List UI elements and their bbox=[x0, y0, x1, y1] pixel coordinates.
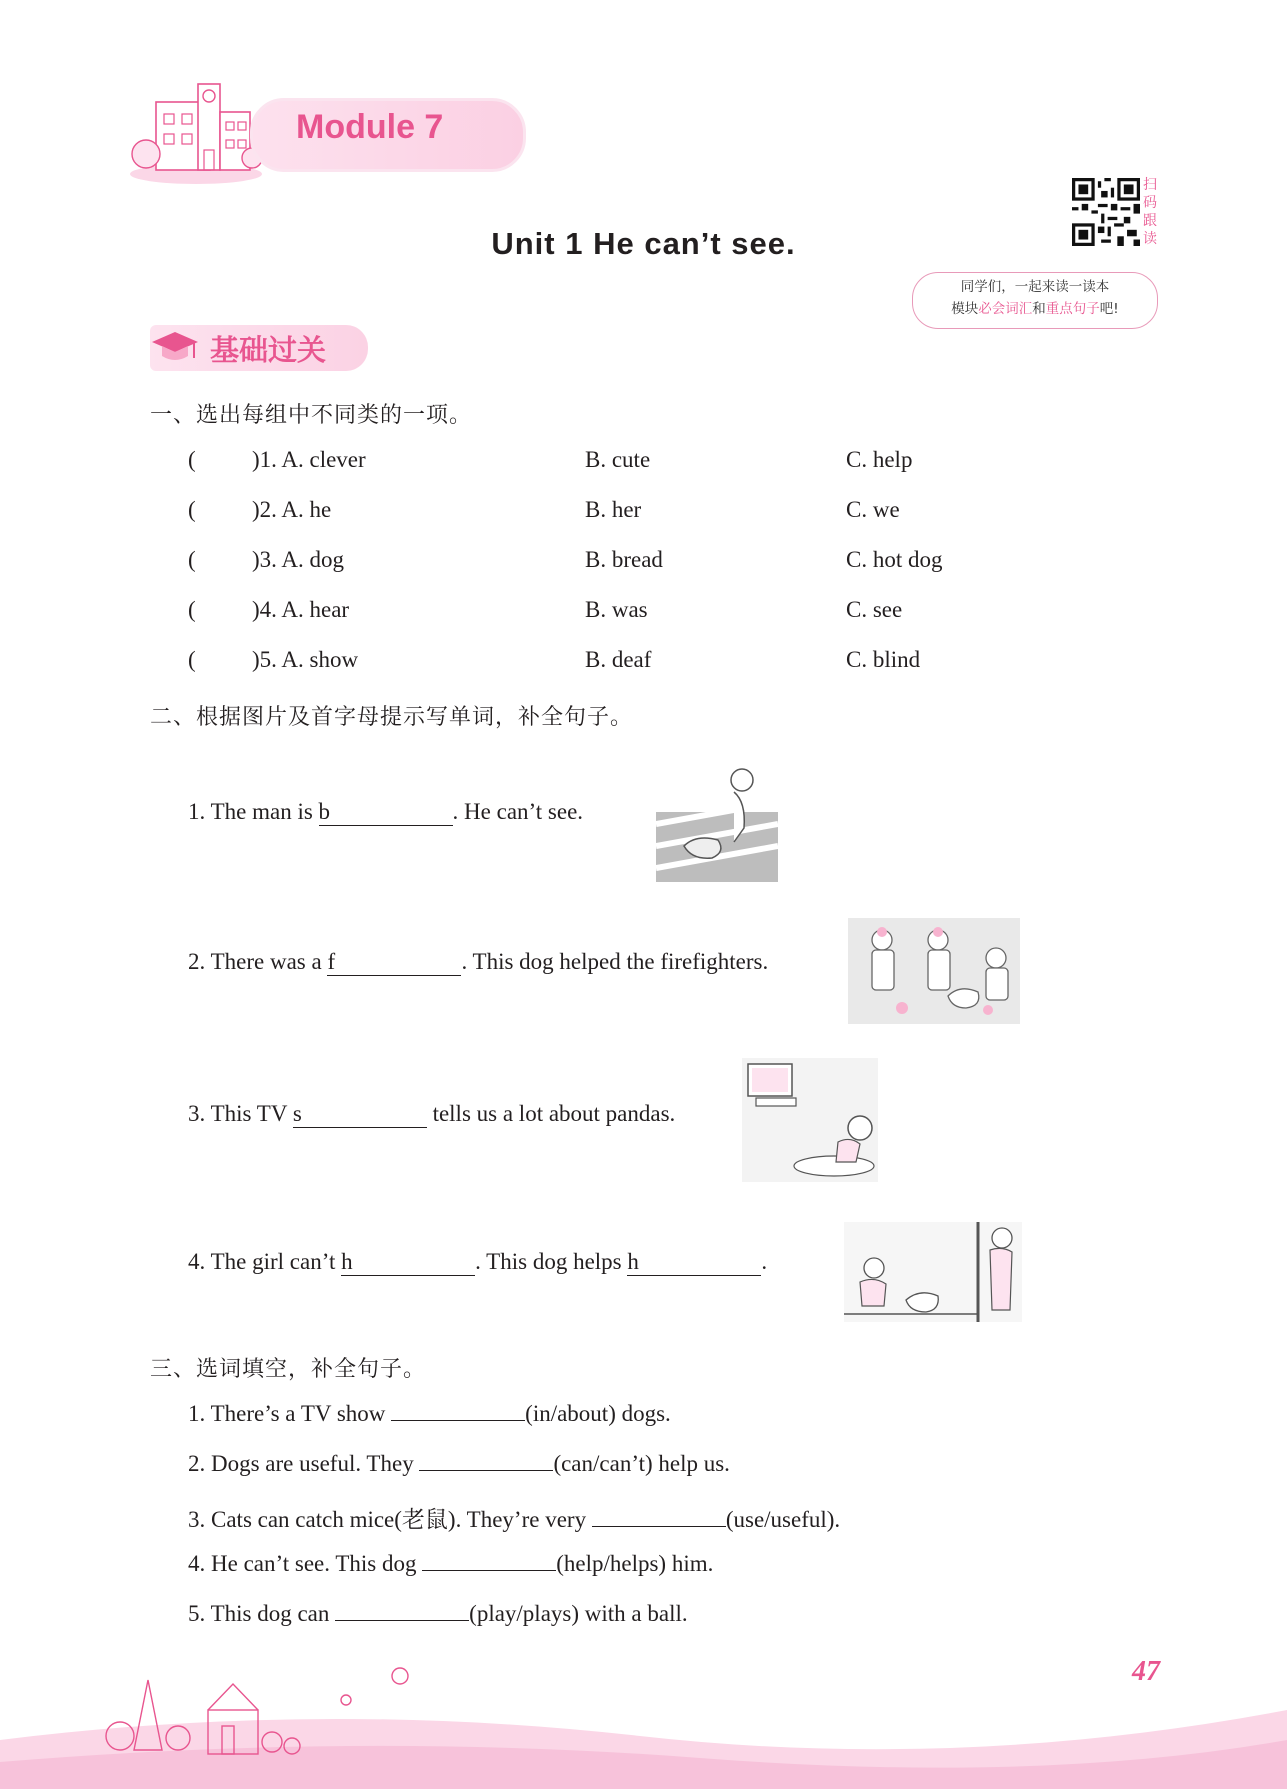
part2-heading: 二、根据图片及首字母提示写单词，补全句子。 bbox=[150, 705, 634, 730]
bubble-highlight: 重点句子 bbox=[1045, 301, 1100, 317]
q2-option-b: B. her bbox=[585, 497, 642, 522]
sentence-text: 1. There’s a TV show bbox=[188, 1401, 392, 1426]
answer-blank[interactable] bbox=[293, 1101, 427, 1128]
page-number: 47 bbox=[1132, 1656, 1160, 1687]
bubble-line-1: 同学们，一起来读一读本 bbox=[960, 279, 1110, 295]
sentence-text: 3. Cats can catch mice(老鼠). They’re very bbox=[188, 1507, 592, 1532]
blind-man-with-dog-picture bbox=[656, 762, 778, 882]
hint-letter: b bbox=[318, 799, 331, 824]
q4-option-a: )4. A. hear bbox=[252, 597, 350, 622]
q1-paren: ( bbox=[188, 447, 196, 472]
hint-letter: f bbox=[327, 949, 336, 974]
part1-heading: 一、选出每组中不同类的一项。 bbox=[150, 403, 473, 428]
sentence-text: 1. The man is bbox=[188, 799, 319, 824]
sentence-text: (can/can’t) help us. bbox=[553, 1451, 730, 1476]
answer-blank[interactable] bbox=[419, 1470, 553, 1471]
answer-blank[interactable] bbox=[319, 799, 453, 826]
answer-blank[interactable] bbox=[327, 949, 461, 976]
sentence-text: 2. There was a bbox=[188, 949, 328, 974]
school-building-icon bbox=[126, 74, 266, 186]
answer-blank[interactable] bbox=[422, 1570, 556, 1571]
q5-option-a: )5. A. show bbox=[252, 647, 359, 672]
sentence-text: . bbox=[761, 1249, 768, 1274]
q3-option-a: )3. A. dog bbox=[252, 547, 344, 572]
child-watching-tv-picture bbox=[742, 1058, 878, 1182]
p2-sentence-2 bbox=[188, 949, 768, 976]
q5-paren: ( bbox=[188, 647, 196, 672]
sentence-text: 2. Dogs are useful. They bbox=[188, 1451, 420, 1476]
q5-option-b: B. deaf bbox=[585, 647, 652, 672]
qr-label: 扫码跟读 bbox=[1143, 177, 1157, 247]
sentence-text: . This dog helps bbox=[475, 1249, 628, 1274]
answer-blank[interactable] bbox=[335, 1620, 469, 1621]
part3-heading: 三、选词填空，补全句子。 bbox=[150, 1357, 427, 1382]
q2-option-c: C. we bbox=[846, 497, 900, 522]
sentence-text: 4. The girl can’t bbox=[188, 1249, 342, 1274]
bubble-text: 吧! bbox=[1099, 301, 1119, 317]
p2-sentence-4 bbox=[188, 1249, 767, 1276]
unit-title: Unit 1 He can’t see. bbox=[491, 226, 796, 261]
q4-option-b: B. was bbox=[585, 597, 648, 622]
graduation-cap-icon bbox=[150, 328, 200, 368]
q1-option-c: C. help bbox=[846, 447, 913, 472]
section-tag-label: 基础过关 bbox=[210, 333, 327, 367]
q3-option-c: C. hot dog bbox=[846, 547, 943, 572]
bubble-highlight: 必会词汇 bbox=[978, 301, 1033, 317]
footer-wave-decoration bbox=[0, 1640, 1287, 1789]
module-title: Module 7 bbox=[296, 108, 444, 146]
q4-paren: ( bbox=[188, 597, 196, 622]
sentence-text: 4. He can’t see. This dog bbox=[188, 1551, 423, 1576]
p3-sentence-1 bbox=[188, 1401, 671, 1427]
sentence-text: . He can’t see. bbox=[452, 799, 584, 824]
sentence-text: (in/about) dogs. bbox=[525, 1401, 671, 1426]
p3-sentence-4 bbox=[188, 1551, 713, 1577]
p3-sentence-2 bbox=[188, 1451, 730, 1477]
q2-paren: ( bbox=[188, 497, 196, 522]
q3-option-b: B. bread bbox=[585, 547, 663, 572]
hint-letter: h bbox=[627, 1249, 639, 1274]
q4-option-c: C. see bbox=[846, 597, 903, 622]
bubble-text: 和 bbox=[1032, 301, 1046, 317]
hint-letter: s bbox=[292, 1101, 302, 1126]
q5-option-c: C. blind bbox=[846, 647, 921, 672]
p3-sentence-3 bbox=[188, 1501, 840, 1534]
p3-sentence-5 bbox=[188, 1601, 688, 1627]
sentence-text: . This dog helped the firefighters. bbox=[461, 949, 769, 974]
sentence-text: (play/plays) with a ball. bbox=[469, 1601, 688, 1626]
p2-sentence-1 bbox=[188, 799, 583, 826]
firefighters-with-dog-picture bbox=[848, 918, 1020, 1024]
p2-sentence-3 bbox=[188, 1101, 675, 1128]
q2-option-a: )2. A. he bbox=[252, 497, 332, 522]
reading-tip-bubble bbox=[912, 272, 1158, 329]
sentence-text: tells us a lot about pandas. bbox=[426, 1101, 676, 1126]
q1-option-a: )1. A. clever bbox=[252, 447, 366, 472]
sentence-text: (help/helps) him. bbox=[556, 1551, 714, 1576]
sentence-text: (use/useful). bbox=[725, 1507, 841, 1532]
bubble-line-2 bbox=[913, 298, 1157, 320]
answer-blank[interactable] bbox=[627, 1249, 761, 1276]
q3-paren: ( bbox=[188, 547, 196, 572]
sentence-text: 5. This dog can bbox=[188, 1601, 336, 1626]
answer-blank[interactable] bbox=[341, 1249, 475, 1276]
bubble-text: 模块 bbox=[951, 301, 979, 317]
sentence-text: 3. This TV bbox=[188, 1101, 293, 1126]
deaf-girl-with-dog-picture bbox=[844, 1222, 1022, 1322]
q1-option-b: B. cute bbox=[585, 447, 651, 472]
answer-blank[interactable] bbox=[391, 1420, 525, 1421]
answer-blank[interactable] bbox=[592, 1526, 726, 1527]
hint-letter: h bbox=[341, 1249, 353, 1274]
